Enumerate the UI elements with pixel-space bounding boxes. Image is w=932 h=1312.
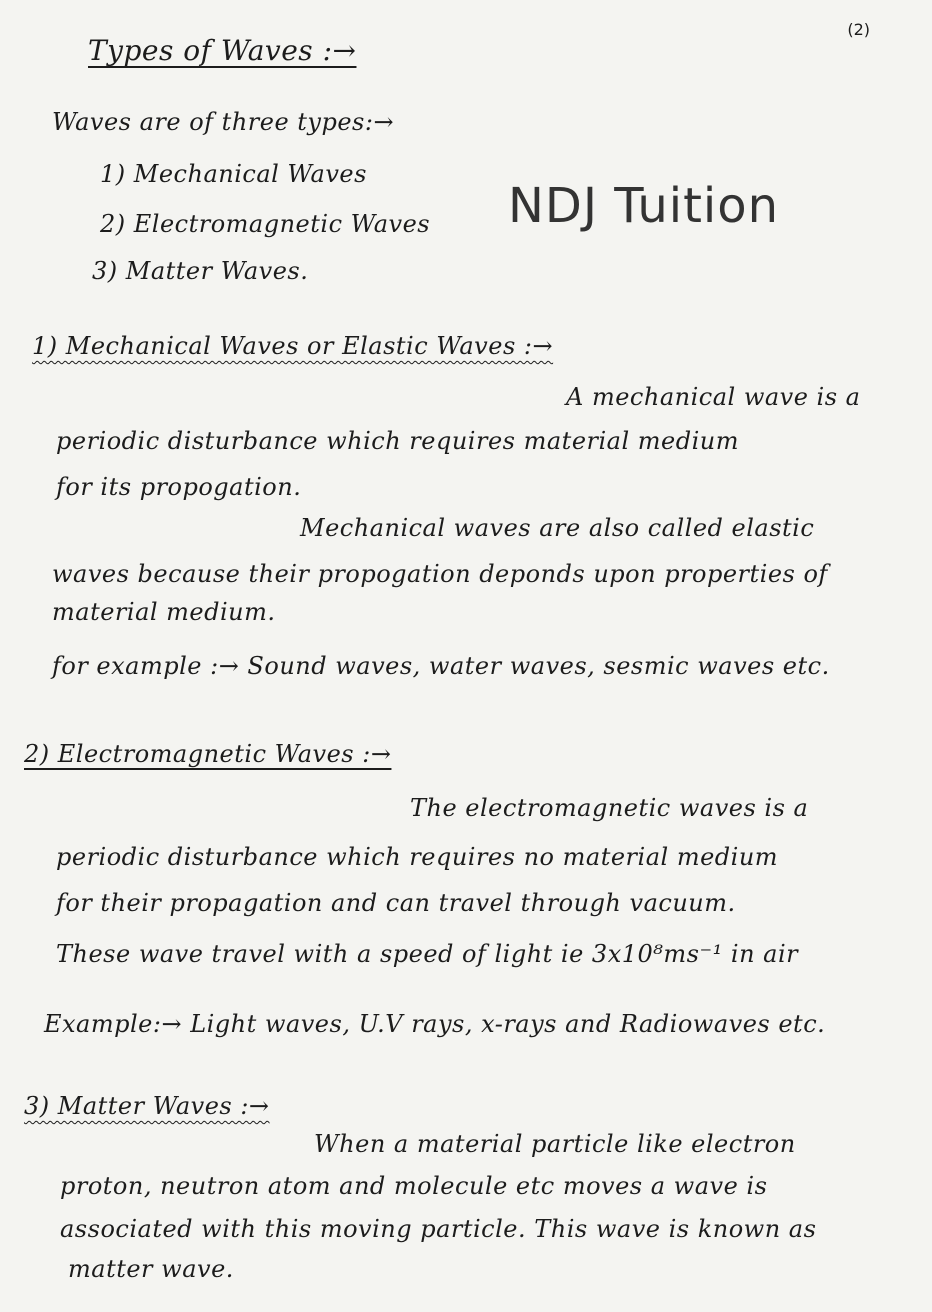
paragraph-line: When a material particle like electron — [314, 1130, 796, 1158]
example-line: Example:→ Light waves, U.V rays, x-rays and Radiowaves etc. — [44, 1010, 826, 1038]
paragraph-line: The electromagnetic waves is a — [410, 794, 809, 822]
paragraph-line: periodic disturbance which requires no material medium — [56, 843, 779, 871]
types-list-item: 1) Mechanical Waves — [100, 160, 367, 188]
types-list-item: 3) Matter Waves. — [92, 257, 309, 285]
section-heading-electromagnetic: 2) Electromagnetic Waves :→ — [24, 740, 392, 768]
paragraph-line: matter wave. — [68, 1255, 234, 1283]
paragraph-line: for their propagation and can travel through vacuum. — [56, 889, 736, 917]
paragraph-line: These wave travel with a speed of light ie 3x10⁸ms⁻¹ in air — [56, 940, 799, 968]
section-heading-mechanical: 1) Mechanical Waves or Elastic Waves :→ — [32, 332, 554, 360]
intro-text: Waves are of three types:→ — [52, 108, 395, 136]
paragraph-line: for its propogation. — [56, 473, 302, 501]
watermark-logo: NDJ Tuition — [508, 178, 780, 234]
example-line: for example :→ Sound waves, water waves, sesmic waves etc. — [52, 652, 830, 680]
paragraph-line: associated with this moving particle. This wave is known as — [60, 1215, 817, 1243]
paragraph-line: Mechanical waves are also called elastic — [300, 514, 815, 542]
paragraph-line: waves because their propogation deponds upon properties of — [52, 560, 828, 588]
types-list-item: 2) Electromagnetic Waves — [100, 210, 431, 238]
page-number: (2) — [847, 20, 870, 39]
paragraph-line: material medium. — [52, 598, 276, 626]
paragraph-line: A mechanical wave is a — [566, 383, 861, 411]
section-heading-matter: 3) Matter Waves :→ — [24, 1092, 270, 1120]
page-title: Types of Waves :→ — [88, 34, 357, 67]
paragraph-line: proton, neutron atom and molecule etc moves a wave is — [60, 1172, 768, 1200]
paragraph-line: periodic disturbance which requires material medium — [56, 427, 739, 455]
